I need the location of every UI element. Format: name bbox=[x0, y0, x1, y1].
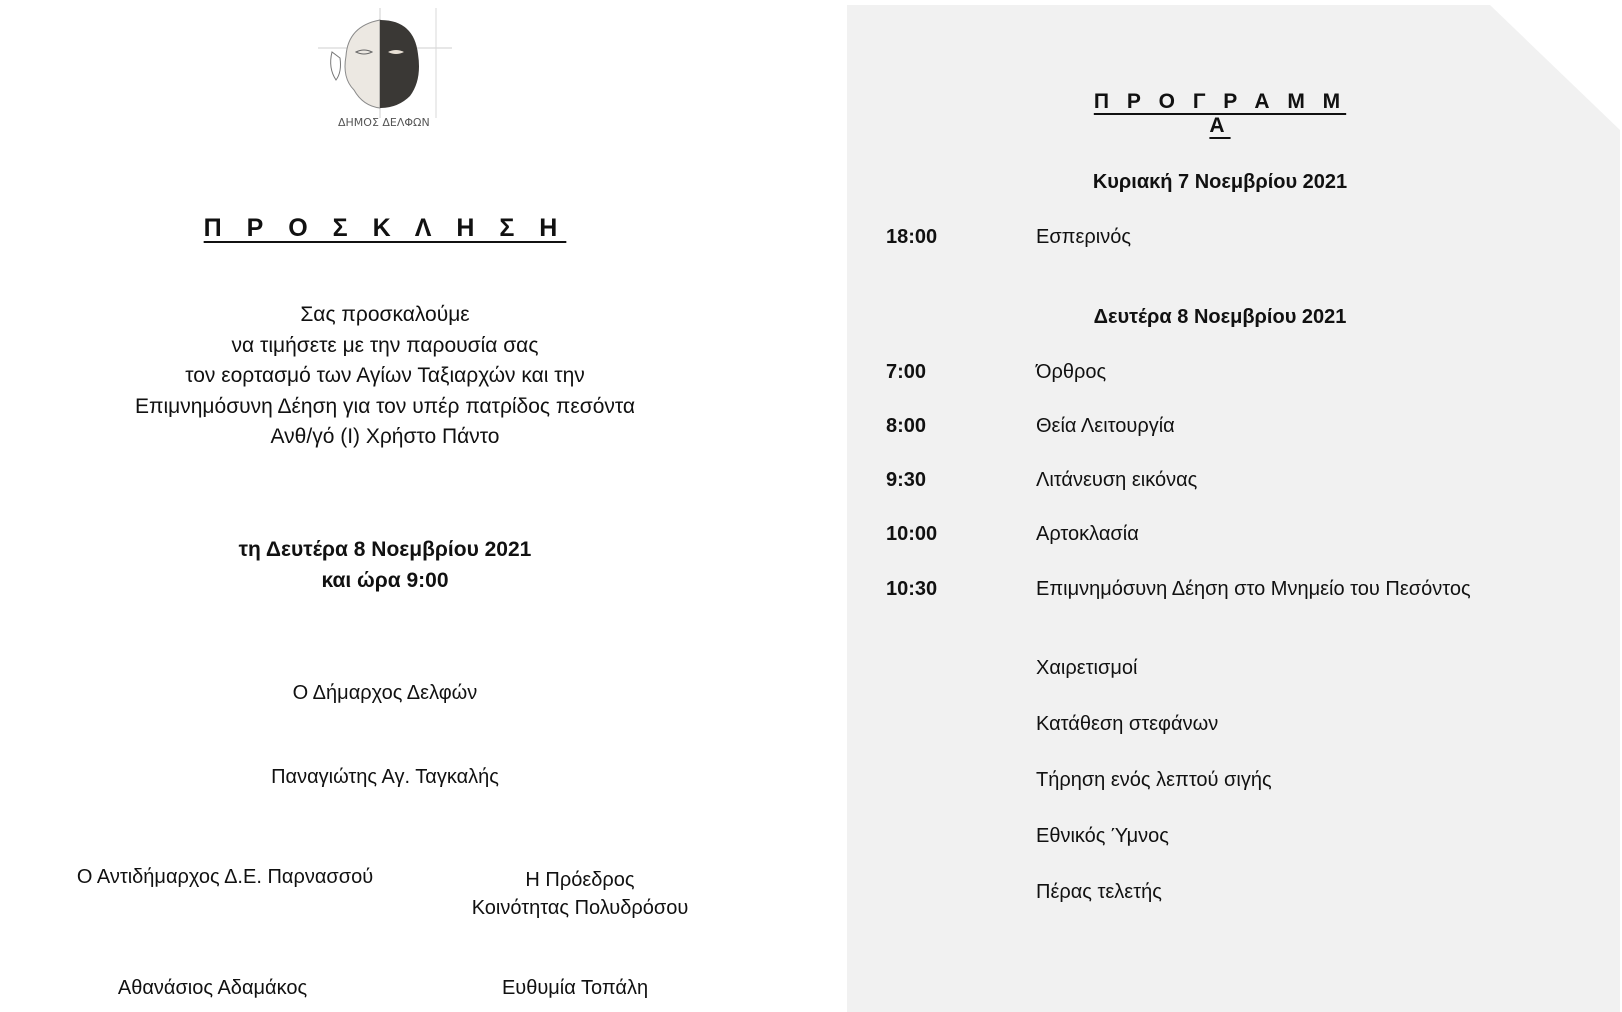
invitation-title: Π Ρ Ο Σ Κ Λ Η Σ Η bbox=[203, 214, 567, 242]
logo-caption: ΔΗΜΟΣ ΔΕΛΦΩΝ bbox=[338, 116, 430, 129]
head-sculpture-icon bbox=[318, 8, 452, 132]
schedule-time: 18:00 bbox=[886, 226, 938, 248]
schedule-activity: Εσπερινός bbox=[1036, 226, 1131, 248]
schedule-activity: Όρθρος bbox=[1036, 361, 1107, 383]
invitation-line: τον εορτασμό των Αγίων Ταξιαρχών και την bbox=[185, 364, 585, 387]
schedule-time: 10:00 bbox=[886, 523, 938, 545]
day-heading: Κυριακή 7 Νοεμβρίου 2021 bbox=[1092, 171, 1348, 193]
schedule-activity: Επιμνημόσυνη Δέηση στο Μνημείο του Πεσόντος bbox=[1036, 578, 1471, 600]
ceremony-step: Χαιρετισμοί bbox=[1036, 657, 1138, 679]
invitation-datetime bbox=[60, 534, 710, 596]
municipality-logo bbox=[318, 8, 452, 132]
program-title: Π Ρ Ο Γ Ρ Α Μ Μ Α bbox=[1093, 90, 1347, 137]
invitation-line: να τιμήσετε με την παρουσία σας bbox=[231, 333, 539, 357]
schedule-time: 7:00 bbox=[886, 361, 927, 383]
schedule-activity: Θεία Λειτουργία bbox=[1036, 415, 1175, 437]
community-president-name: Ευθυμία Τοπάλη bbox=[501, 977, 649, 999]
invitation-date: τη Δευτέρα 8 Νοεμβρίου 2021 bbox=[238, 538, 532, 561]
invitation-time: και ώρα 9:00 bbox=[321, 569, 449, 592]
community-president-title bbox=[420, 866, 740, 922]
program-panel bbox=[847, 5, 1620, 1012]
schedule-time: 8:00 bbox=[886, 415, 927, 437]
ceremony-step: Πέρας τελετής bbox=[1036, 881, 1162, 903]
invitation-line: Σας προσκαλούμε bbox=[300, 303, 470, 326]
invitation-line: Επιμνημόσυνη Δέηση για τον υπέρ πατρίδος πεσόντα bbox=[134, 394, 636, 418]
deputy-mayor-name: Αθανάσιος Αδαμάκος bbox=[117, 977, 308, 999]
mayor-name: Παναγιώτης Αγ. Ταγκαλής bbox=[271, 766, 499, 788]
mayor-title: Ο Δήμαρχος Δελφών bbox=[292, 682, 478, 704]
invitation-line: Ανθ/γό (Ι) Χρήστο Πάντο bbox=[270, 425, 500, 448]
schedule-time: 10:30 bbox=[886, 578, 938, 600]
schedule-activity: Αρτοκλασία bbox=[1036, 523, 1139, 545]
schedule-activity: Λιτάνευση εικόνας bbox=[1036, 469, 1198, 491]
day-heading: Δευτέρα 8 Νοεμβρίου 2021 bbox=[1093, 306, 1347, 328]
ceremony-step: Κατάθεση στεφάνων bbox=[1036, 713, 1219, 735]
ceremony-step: Τήρηση ενός λεπτού σιγής bbox=[1036, 769, 1272, 791]
schedule-time: 9:30 bbox=[886, 469, 927, 491]
deputy-mayor-title: Ο Αντιδήμαρχος Δ.Ε. Παρνασσού bbox=[76, 866, 374, 888]
invitation-body bbox=[60, 300, 710, 453]
president-title-line: Η Πρόεδρος bbox=[525, 869, 635, 891]
president-title-line: Κοινότητας Πολυδρόσου bbox=[471, 897, 689, 919]
ceremony-step: Εθνικός Ύμνος bbox=[1036, 825, 1169, 847]
